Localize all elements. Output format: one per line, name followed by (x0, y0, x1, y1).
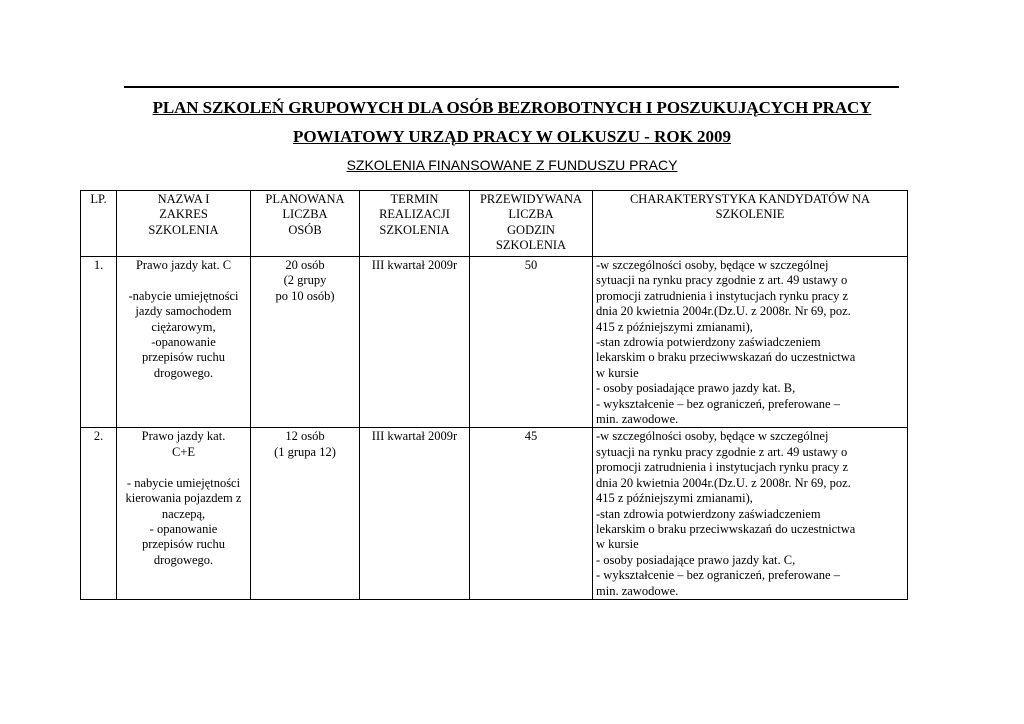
row-profile-line: 415 z późniejszymi zmianami), (596, 319, 753, 334)
row-profile-line: promocji zatrudnienia i instytucjach rynku pracy z (596, 288, 848, 303)
row-name-line: drogowego. (153, 365, 214, 380)
row-profile-line: 415 z późniejszymi zmianami), (596, 491, 753, 506)
row-name-line: kierowania pojazdem z (125, 491, 242, 506)
header-text: NAZWA I (157, 192, 210, 206)
header-text: ZAKRES (159, 207, 208, 222)
row-people (251, 257, 360, 428)
row-name (117, 257, 251, 428)
header-text: SZKOLENIA (148, 222, 219, 237)
row-hours: 50 (470, 257, 593, 428)
row-profile-line: -stan zdrowia potwierdzony zaświadczeniem (596, 506, 821, 521)
row-people-line: 12 osób (285, 429, 325, 444)
row-lp: 1. (81, 257, 117, 428)
row-name (117, 428, 251, 599)
row-profile-line: w kursie (596, 537, 639, 552)
row-lp: 2. (81, 428, 117, 599)
row-profile-line: - wykształcenie – bez ograniczeń, preferowane – (596, 568, 840, 583)
row-name-line: C+E (171, 444, 196, 459)
office-title: POWIATOWY URZĄD PRACY W OLKUSZU - ROK 2009 (292, 127, 732, 146)
header-term (360, 191, 470, 257)
row-name-line: ciężarowym, (151, 319, 216, 334)
funding-subtitle: SZKOLENIA FINANSOWANE Z FUNDUSZU PRACY (346, 157, 678, 173)
row-profile-line: min. zawodowe. (596, 583, 679, 598)
header-text: PRZEWIDYWANA (479, 192, 583, 206)
header-text: SZKOLENIA (379, 222, 450, 237)
row-name-line: jazdy samochodem (135, 304, 232, 319)
row-profile-line: - osoby posiadające prawo jazdy kat. B, (596, 381, 796, 396)
header-text: LP. (90, 192, 107, 206)
row-profile-line: dnia 20 kwietnia 2004r.(Dz.U. z 2008r. Nr 69, poz. (596, 304, 851, 319)
row-profile-line: sytuacji na rynku pracy zgodnie z art. 49 ustawy o (596, 273, 848, 288)
header-text: SZKOLENIE (715, 207, 785, 222)
table-header-row (81, 191, 908, 257)
row-name-line: Prawo jazdy kat. C (135, 258, 232, 272)
row-people-line: (1 grupa 12) (274, 444, 336, 459)
row-profile-line: sytuacji na rynku pracy zgodnie z art. 49 ustawy o (596, 444, 848, 459)
header-text: SZKOLENIA (495, 238, 567, 253)
row-profile-line: min. zawodowe. (596, 412, 679, 427)
header-text: REALIZACJI (379, 207, 450, 222)
row-profile-line: w kursie (596, 365, 639, 380)
table-row (81, 428, 908, 599)
row-name-line: przepisów ruchu (142, 350, 225, 365)
row-name-line: - opanowanie (149, 521, 218, 536)
table-row (81, 257, 908, 428)
row-name-line (120, 460, 247, 475)
header-lp (81, 191, 117, 257)
row-people-line: po 10 osób) (275, 288, 335, 303)
row-name-line (120, 273, 247, 288)
header-text: OSÓB (288, 222, 322, 237)
top-rule (124, 86, 899, 88)
header-profile (593, 191, 908, 257)
header-people (251, 191, 360, 257)
row-people-line: 20 osób (285, 258, 325, 272)
row-name-line: Prawo jazdy kat. (141, 429, 226, 444)
row-profile-line: promocji zatrudnienia i instytucjach rynku pracy z (596, 460, 848, 475)
header-hours (470, 191, 593, 257)
row-people-line: (2 grupy (283, 273, 327, 288)
row-hours: 45 (470, 428, 593, 599)
row-term: III kwartał 2009r (360, 428, 470, 599)
header-name (117, 191, 251, 257)
row-name-line: przepisów ruchu (142, 537, 225, 552)
header-text: LICZBA (282, 207, 328, 222)
row-name-line: naczepą, (161, 506, 206, 521)
row-profile-line: lekarskim o braku przeciwwskazań do uczestnictwa (596, 350, 856, 365)
row-profile-line: - osoby posiadające prawo jazdy kat. C, (596, 552, 796, 567)
header-text: TERMIN (390, 192, 439, 206)
header-text: PLANOWANA (265, 192, 345, 206)
row-name-line: - nabycie umiejętności (126, 475, 241, 490)
header-text: CHARAKTERYSTYKA KANDYDATÓW NA (629, 192, 871, 206)
row-profile-line: lekarskim o braku przeciwwskazań do uczestnictwa (596, 521, 856, 536)
document-title: PLAN SZKOLEŃ GRUPOWYCH DLA OSÓB BEZROBOTNYCH I POSZUKUJĄCYCH PRACY (152, 98, 872, 117)
row-profile-line: dnia 20 kwietnia 2004r.(Dz.U. z 2008r. Nr 69, poz. (596, 475, 851, 490)
row-people (251, 428, 360, 599)
training-plan-table (80, 190, 908, 600)
header-text: LICZBA (508, 207, 554, 222)
row-profile-line: -w szczególności osoby, będące w szczególnej (596, 258, 829, 272)
row-name-line: -nabycie umiejętności (128, 288, 239, 303)
row-name-line: drogowego. (153, 552, 214, 567)
row-profile-line: -stan zdrowia potwierdzony zaświadczeniem (596, 335, 821, 350)
table-body (81, 257, 908, 600)
row-profile-line: - wykształcenie – bez ograniczeń, preferowane – (596, 396, 840, 411)
row-profile (593, 428, 908, 599)
row-term: III kwartał 2009r (360, 257, 470, 428)
row-profile (593, 257, 908, 428)
row-profile-line: -w szczególności osoby, będące w szczególnej (596, 429, 829, 444)
row-name-line: -opanowanie (151, 335, 216, 350)
header-text: GODZIN (507, 222, 555, 237)
